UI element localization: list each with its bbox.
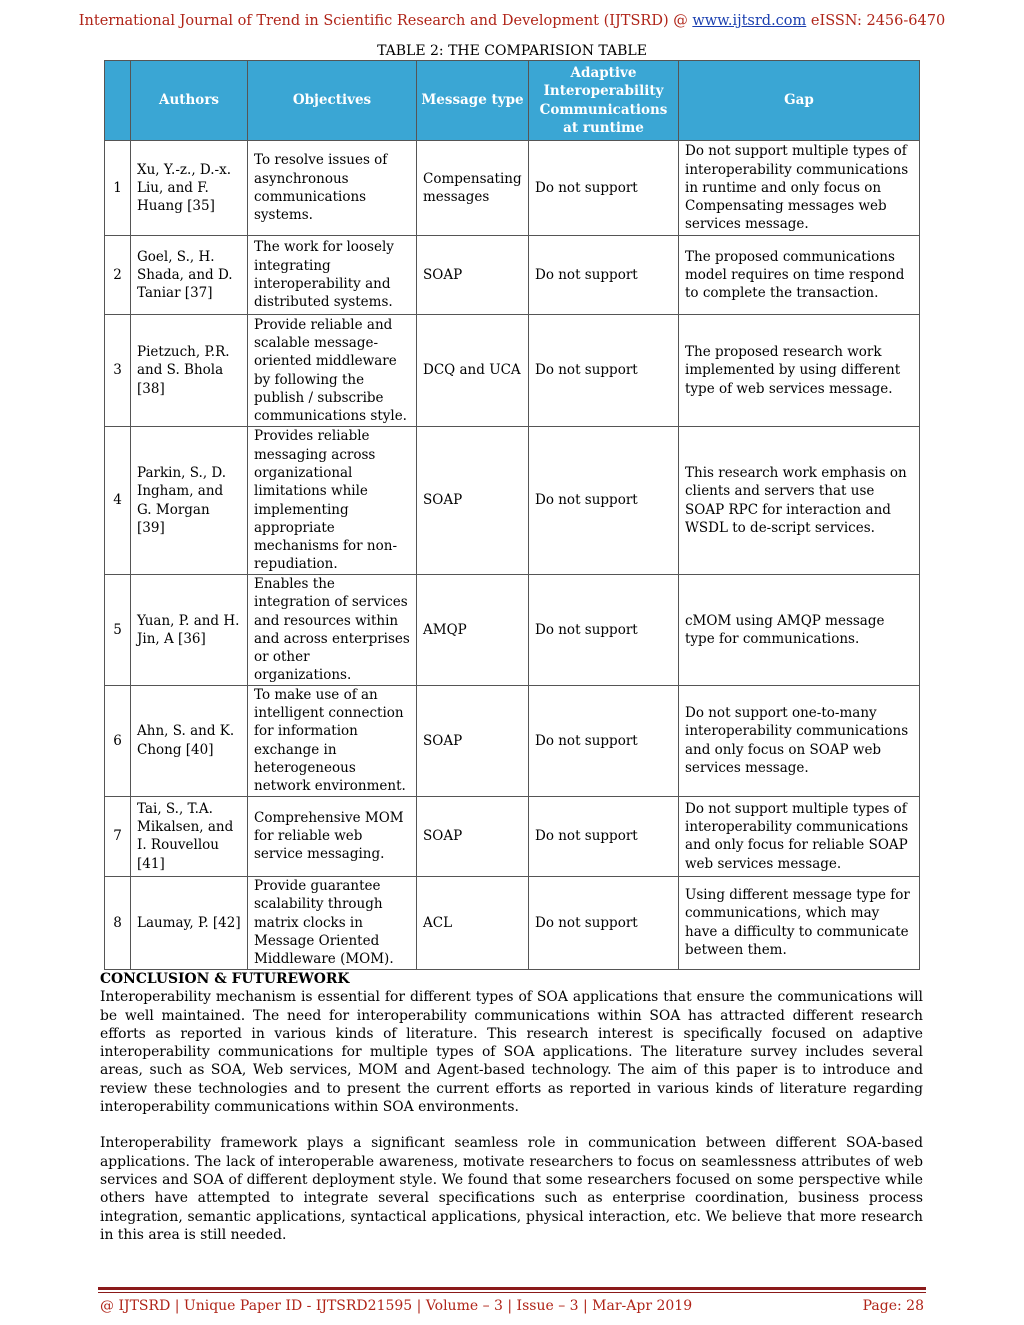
page-number: Page: 28 [862,1298,924,1314]
table-row [105,876,920,969]
message-type-cell: SOAP [417,796,529,876]
gap-cell: Do not support multiple types of interoperability communications and only focus for reliable SOAP web services message. [679,796,920,876]
authors-cell: Xu, Y.-z., D.-x. Liu, and F. Huang [35] [131,141,248,236]
header-cell-index [105,61,131,141]
running-footer [100,1298,924,1314]
table-row [105,685,920,796]
footer-rule [98,1287,926,1290]
objectives-cell: Provides reliable messaging across organizational limitations while implementing appropriate mechanisms for non-repudiation. [248,427,417,575]
row-number: 6 [105,685,131,796]
runtime-support-cell: Do not support [529,315,679,427]
journal-issn: eISSN: 2456-6470 [806,13,946,29]
table-row [105,141,920,236]
gap-cell: The proposed communications model requires on time respond to complete the transaction. [679,236,920,315]
message-type-cell: DCQ and UCA [417,315,529,427]
message-type-cell: Compensating messages [417,141,529,236]
gap-cell: Do not support multiple types of interoperability communications in runtime and only focus on Compensating messages web services message. [679,141,920,236]
objectives-cell: Provide guarantee scalability through matrix clocks in Message Oriented Middleware (MOM). [248,876,417,969]
runtime-support-cell: Do not support [529,575,679,686]
row-number: 1 [105,141,131,236]
table-header-row [105,61,920,141]
journal-website-link[interactable]: www.ijtsrd.com [692,13,807,29]
header-cell-adaptive-interoperability: Adaptive Interoperability Communications at runtime [529,61,679,141]
gap-cell: Do not support one-to-many interoperability communications and only focus on SOAP web services message. [679,685,920,796]
row-number: 8 [105,876,131,969]
footer-paper-info: @ IJTSRD | Unique Paper ID - IJTSRD21595 | Volume – 3 | Issue – 3 | Mar-Apr 2019 [100,1298,693,1314]
authors-cell: Yuan, P. and H. Jin, A [36] [131,575,248,686]
row-number: 2 [105,236,131,315]
message-type-cell: ACL [417,876,529,969]
header-cell-message-type: Message type [417,61,529,141]
table-row [105,575,920,686]
table-row [105,236,920,315]
runtime-support-cell: Do not support [529,236,679,315]
authors-cell: Ahn, S. and K. Chong [40] [131,685,248,796]
table-row [105,796,920,876]
runtime-support-cell: Do not support [529,427,679,575]
row-number: 7 [105,796,131,876]
gap-cell: The proposed research work implemented by using different type of web services message. [679,315,920,427]
authors-cell: Laumay, P. [42] [131,876,248,969]
row-number: 5 [105,575,131,686]
objectives-cell: To make use of an intelligent connection for information exchange in heterogeneous network environment. [248,685,417,796]
message-type-cell: SOAP [417,236,529,315]
header-cell-gap: Gap [679,61,920,141]
objectives-cell: Enables the integration of services and resources within and across enterprises or other organizations. [248,575,417,686]
objectives-cell: To resolve issues of asynchronous communications systems. [248,141,417,236]
runtime-support-cell: Do not support [529,876,679,969]
table-caption: TABLE 2: THE COMPARISION TABLE [377,43,647,59]
gap-cell: Using different message type for communications, which may have a difficulty to communicate between them. [679,876,920,969]
table-row [105,427,920,575]
row-number: 3 [105,315,131,427]
message-type-cell: SOAP [417,427,529,575]
authors-cell: Pietzuch, P.R. and S. Bhola [38] [131,315,248,427]
authors-cell: Parkin, S., D. Ingham, and G. Morgan [39] [131,427,248,575]
authors-cell: Goel, S., H. Shada, and D. Taniar [37] [131,236,248,315]
conclusion-section [100,970,923,1244]
runtime-support-cell: Do not support [529,685,679,796]
runtime-support-cell: Do not support [529,796,679,876]
table-row [105,315,920,427]
journal-name: International Journal of Trend in Scientific Research and Development (IJTSRD) @ [78,13,693,29]
paragraph: Interoperability mechanism is essential for different types of SOA applications that ensure the communications will be well maintained. The need for interoperability communications within SOA has attracted different research efforts as reported in various kinds of literature. This research interest is specifically focused on adaptive interoperability communications for multiple types of SOA applications. The literature survey includes several areas, such as SOA, Web services, MOM and Agent-based technology. The aim of this paper is to introduce and review these technologies and to present the current efforts as reported in various kinds of literature regarding interoperability communications within SOA environments. [100,989,923,1116]
running-header [0,13,1024,29]
objectives-cell: Provide reliable and scalable message-oriented middleware by following the publish / subscribe communications style. [248,315,417,427]
authors-cell: Tai, S., T.A. Mikalsen, and I. Rouvellou [41] [131,796,248,876]
footer-rule-thin [98,1292,926,1293]
comparison-table [104,60,920,970]
section-heading: CONCLUSION & FUTUREWORK [100,971,350,987]
message-type-cell: AMQP [417,575,529,686]
paragraph: Interoperability framework plays a significant seamless role in communication between different SOA-based applications. The lack of interoperable awareness, motivate researchers to focus on seamlessness attributes of web services and SOA of different deployment style. We found that some researchers focused on some perspective while others have attempted to integrate several specifications such as enterprise coordination, business process integration, semantic applications, syntactical applications, physical interaction, etc. We believe that more research in this area is still needed. [100,1135,923,1243]
gap-cell: cMOM using AMQP message type for communications. [679,575,920,686]
row-number: 4 [105,427,131,575]
gap-cell: This research work emphasis on clients and servers that use SOAP RPC for interaction and WSDL to de-script services. [679,427,920,575]
message-type-cell: SOAP [417,685,529,796]
objectives-cell: Comprehensive MOM for reliable web service messaging. [248,796,417,876]
header-cell-objectives: Objectives [248,61,417,141]
header-cell-authors: Authors [131,61,248,141]
objectives-cell: The work for loosely integrating interoperability and distributed systems. [248,236,417,315]
runtime-support-cell: Do not support [529,141,679,236]
